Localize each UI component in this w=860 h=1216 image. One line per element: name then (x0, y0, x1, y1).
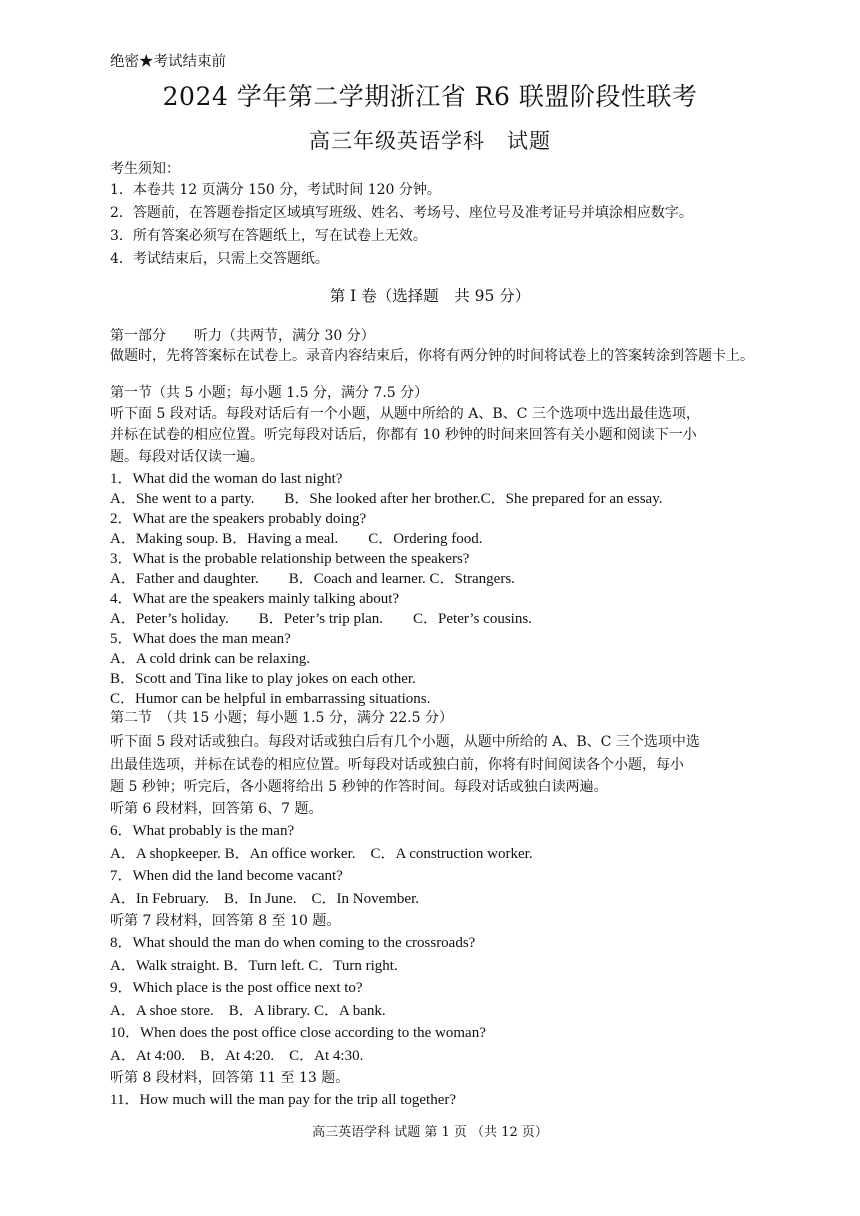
question-10-options: A．At 4:00. B．At 4:20. C．At 4:30. (110, 1048, 364, 1064)
question-4-options: A．Peter’s holiday. B．Peter’s trip plan. C．Peter’s cousins. (110, 611, 532, 627)
question-9-options: A．A shoe store. B．A library. C．A bank. (110, 1003, 386, 1019)
section2-instruction-3: 题 5 秒钟；听完后，各小题将给出 5 秒钟的作答时间。每段对话或独白读两遍。 (110, 779, 608, 795)
question-1: 1．What did the woman do last night? (110, 471, 343, 487)
page-footer: 高三英语学科 试题 第 1 页 （共 12 页） (312, 1125, 548, 1140)
notice-item-1: 1．本卷共 12 页满分 150 分，考试时间 120 分钟。 (110, 182, 441, 198)
section1-instruction-3: 题。每段对话仅读一遍。 (110, 449, 264, 465)
secrecy-label: 绝密★考试结束前 (110, 54, 226, 70)
subject-suffix: 试题 (507, 129, 551, 153)
question-7-options: A．In February. B．In June. C．In November. (110, 891, 419, 907)
material-7-note: 听第 7 段材料，回答第 8 至 10 题。 (110, 913, 341, 929)
question-6: 6．What probably is the man? (110, 823, 295, 839)
subject-main: 高三年级英语学科 (309, 129, 485, 153)
section2-instruction-2: 出最佳选项，并标在试卷的相应位置。听每段对话或独白前，你将有时间阅读各个小题，每小 (110, 757, 684, 773)
question-8: 8．What should the man do when coming to the crossroads? (110, 935, 476, 951)
notice-heading: 考生须知： (110, 161, 180, 177)
section2-instruction-1: 听下面 5 段对话或独白。每段对话或独白后有几个小题，从题中所给的 A、B、C 三个选项中选 (110, 734, 700, 750)
question-3: 3．What is the probable relationship between the speakers? (110, 551, 470, 567)
question-3-options: A．Father and daughter. B．Coach and learner. C．Strangers. (110, 571, 515, 587)
question-11: 11．How much will the man pay for the trip all together? (110, 1092, 457, 1108)
notice-item-3: 3．所有答案必须写在答题纸上，写在试卷上无效。 (110, 228, 427, 244)
question-2-options: A．Making soup. B．Having a meal. C．Ordering food. (110, 531, 483, 547)
exam-title: 2024 学年第二学期浙江省 R6 联盟阶段性联考 (162, 82, 698, 111)
part1-instruction: 做题时，先将答案标在试卷上。录音内容结束后，你将有两分钟的时间将试卷上的答案转涂到答题卡上。 (110, 348, 754, 364)
question-9: 9．Which place is the post office next to? (110, 980, 363, 996)
volume-title: 第 I 卷（选择题 共 95 分） (329, 287, 531, 305)
question-2: 2．What are the speakers probably doing? (110, 511, 367, 527)
section1-instruction-1: 听下面 5 段对话。每段对话后有一个小题，从题中所给的 A、B、C 三个选项中选出最佳选项， (110, 406, 700, 422)
question-5-option-b: B．Scott and Tina like to play jokes on each other. (110, 671, 416, 687)
notice-item-4: 4．考试结束后，只需上交答题纸。 (110, 251, 329, 267)
material-8-note: 听第 8 段材料，回答第 11 至 13 题。 (110, 1070, 350, 1086)
question-5: 5．What does the man mean? (110, 631, 291, 647)
material-6-note: 听第 6 段材料，回答第 6、7 题。 (110, 801, 323, 817)
question-4: 4．What are the speakers mainly talking about? (110, 591, 400, 607)
question-6-options: A．A shopkeeper. B．An office worker. C．A construction worker. (110, 846, 533, 862)
subject-title (0, 126, 860, 156)
section1-instruction-2: 并标在试卷的相应位置。听完每段对话后，你都有 10 秒钟的时间来回答有关小题和阅读下一小 (110, 427, 697, 443)
question-7: 7．When did the land become vacant? (110, 868, 343, 884)
section1-heading: 第一节（共 5 小题；每小题 1.5 分，满分 7.5 分） (110, 385, 429, 401)
notice-item-2: 2．答题前，在答题卷指定区域填写班级、姓名、考场号、座位号及准考证号并填涂相应数字。 (110, 205, 693, 221)
question-10: 10．When does the post office close according to the woman? (110, 1025, 486, 1041)
question-5-option-a: A．A cold drink can be relaxing. (110, 651, 310, 667)
section2-heading: 第二节 （共 15 小题；每小题 1.5 分，满分 22.5 分） (110, 710, 453, 726)
question-1-options: A．She went to a party. B．She looked after her brother.C．She prepared for an essay. (110, 491, 663, 507)
question-5-option-c: C．Humor can be helpful in embarrassing situations. (110, 691, 431, 707)
part1-heading: 第一部分 听力（共两节，满分 30 分） (110, 328, 375, 344)
question-8-options: A．Walk straight. B．Turn left. C．Turn right. (110, 958, 398, 974)
